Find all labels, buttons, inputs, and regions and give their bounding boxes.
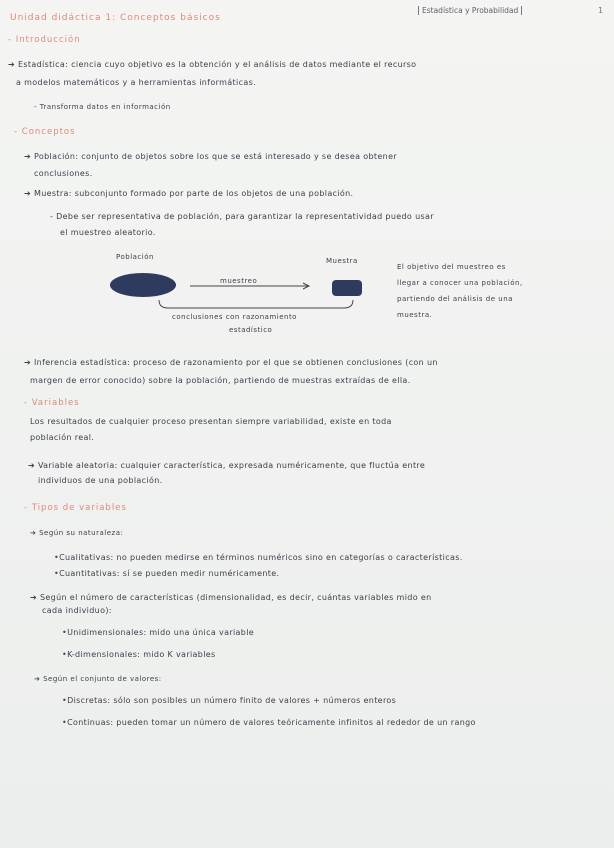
inferencia-line-1: ➔ Inferencia estadística: proceso de razonamiento por el que se obtienen conclusiones (con un: [24, 358, 438, 367]
poblacion-line-2: conclusiones.: [34, 169, 93, 178]
heading-introduccion: - Introducción: [8, 35, 81, 45]
muestra-sub-2: el muestreo aleatorio.: [60, 228, 156, 237]
diagram-side-3: partiendo del análisis de una: [397, 295, 513, 303]
naturaleza-line: ➔ Según su naturaleza:: [30, 529, 124, 537]
diagram-conclusion-2: estadístico: [229, 326, 273, 334]
diagram-conclusion-1: conclusiones con razonamiento: [172, 313, 297, 321]
inferencia-line-2: margen de error conocido) sobre la población, partiendo de muestras extraídas de ella.: [30, 376, 411, 385]
page-title: Unidad didáctica 1: Conceptos básicos: [10, 13, 221, 23]
intro-line-1: ➔ Estadística: ciencia cuyo objetivo es la obtención y el análisis de datos mediante el recurso: [8, 60, 417, 69]
muestra-blob-icon: [332, 280, 362, 296]
diagram-side-4: muestra.: [397, 311, 433, 319]
muestra-sub-1: - Debe ser representativa de población, para garantizar la representatividad puedo usar: [50, 212, 434, 221]
conclusion-bracket-icon: [158, 298, 354, 310]
discretas-line: •Discretas: sólo son posibles un número finito de valores + números enteros: [62, 696, 397, 705]
continuas-line: •Continuas: pueden tomar un número de valores teóricamente infinitos al rededor de un rango: [62, 718, 476, 727]
unidimensionales-line: •Unidimensionales: mido una única variable: [62, 628, 255, 637]
kdimensionales-line: •K-dimensionales: mido K variables: [62, 650, 216, 659]
diagram-arrow-label: muestreo: [220, 277, 258, 285]
intro-line-2: a modelos matemáticos y a herramientas informáticas.: [16, 78, 257, 87]
poblacion-blob-icon: [109, 272, 177, 298]
poblacion-line-1: ➔ Población: conjunto de objetos sobre los que se está interesado y se desea obtener: [24, 152, 398, 161]
heading-variables: - Variables: [24, 398, 80, 408]
diagram-side-1: El objetivo del muestreo es: [397, 263, 506, 271]
page-number: 1: [598, 6, 604, 15]
caracteristicas-line-1: ➔ Según el número de características (dimensionalidad, es decir, cuántas variables mido en: [30, 593, 432, 602]
diagram-poblacion-label: Población: [116, 253, 154, 261]
aleatoria-line-1: ➔ Variable aleatoria: cualquier característica, expresada numéricamente, que fluctúa entre: [28, 461, 426, 470]
heading-conceptos: - Conceptos: [14, 127, 76, 137]
muestra-line: ➔ Muestra: subconjunto formado por parte de los objetos de una población.: [24, 189, 354, 198]
aleatoria-line-2: individuos de una población.: [38, 476, 163, 485]
diagram-muestra-label: Muestra: [326, 257, 358, 265]
variables-line-1: Los resultados de cualquier proceso presentan siempre variabilidad, existe en toda: [30, 417, 392, 426]
intro-sub: - Transforma datos en información: [34, 103, 171, 111]
diagram-side-2: llegar a conocer una población,: [397, 279, 523, 287]
cualitativas-line: •Cualitativas: no pueden medirse en términos numéricos sino en categorías o características.: [54, 553, 463, 562]
variables-line-2: población real.: [30, 433, 95, 442]
subject-tag: Estadística y Probabilidad: [418, 6, 522, 15]
heading-tipos: - Tipos de variables: [24, 503, 127, 513]
caracteristicas-line-2: cada individuo):: [42, 606, 112, 615]
cuantitativas-line: •Cuantitativas: sí se pueden medir numéricamente.: [54, 569, 280, 578]
conjunto-line: ➔ Según el conjunto de valores:: [34, 675, 162, 683]
